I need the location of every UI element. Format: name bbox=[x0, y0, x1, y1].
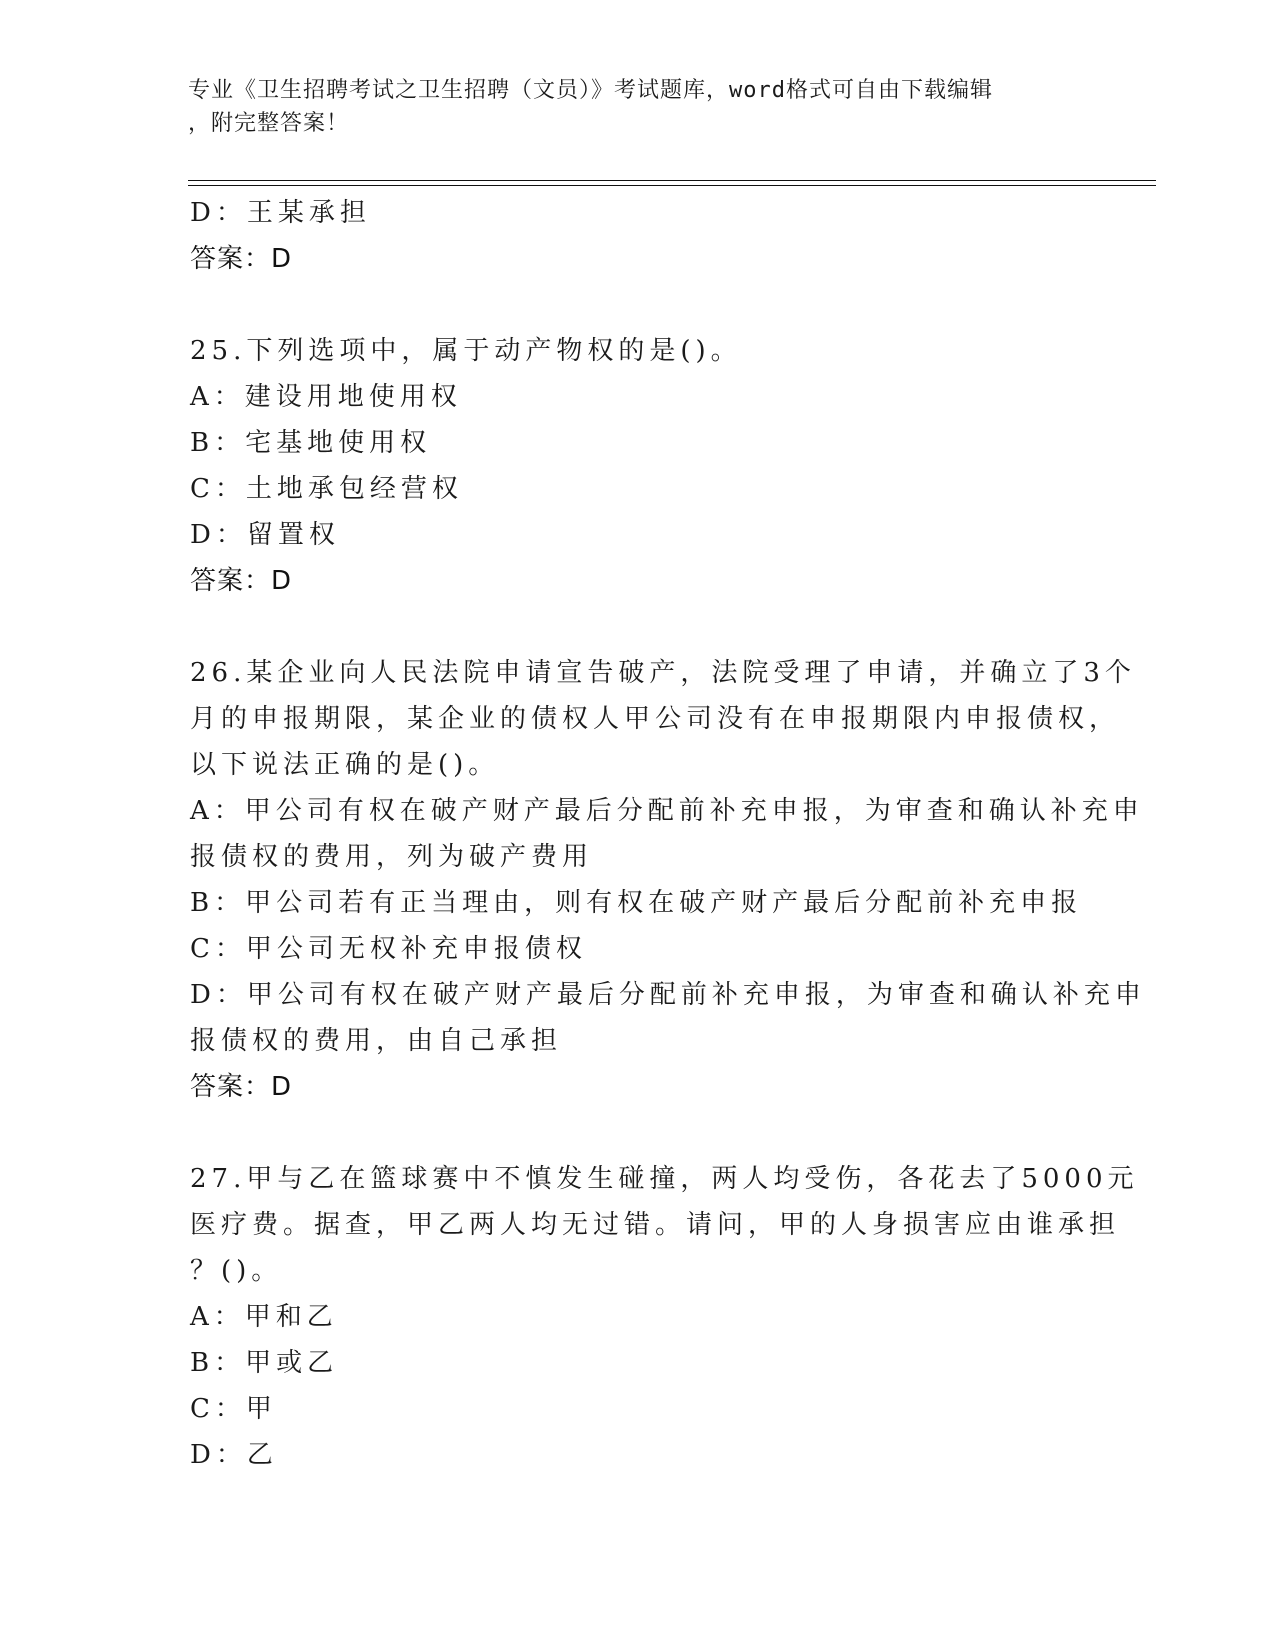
option-a-line-1: A：甲公司有权在破产财产最后分配前补充申报，为审查和确认补充申 bbox=[190, 796, 1144, 826]
option-b: B：宅基地使用权 bbox=[190, 428, 432, 458]
question-27 bbox=[190, 1156, 1139, 1478]
header-line-2: ，附完整答案！ bbox=[188, 111, 350, 136]
option-b: B：甲公司若有正当理由，则有权在破产财产最后分配前补充申报 bbox=[190, 888, 1083, 918]
prev-answer: 答案：D bbox=[190, 244, 293, 274]
option-d-line-1: D：甲公司有权在破产财产最后分配前补充申报，为审查和确认补充申 bbox=[190, 980, 1146, 1010]
spacer bbox=[190, 604, 1090, 650]
question-stem-line-1: 27.甲与乙在篮球赛中不慎发生碰撞，两人均受伤，各花去了5000元 bbox=[190, 1164, 1139, 1194]
header-divider-top bbox=[188, 180, 1156, 181]
option-c: C：甲 bbox=[190, 1394, 277, 1424]
spacer bbox=[190, 282, 1090, 328]
header-divider-bottom bbox=[188, 185, 1156, 186]
spacer bbox=[190, 1110, 1090, 1156]
question-stem-line-2: 月的申报期限，某企业的债权人甲公司没有在申报期限内申报债权， bbox=[190, 704, 1121, 734]
question-26 bbox=[190, 650, 1146, 1110]
prev-option-d: D：王某承担 bbox=[190, 198, 371, 228]
document-body bbox=[190, 190, 1146, 1478]
option-a: A：甲和乙 bbox=[190, 1302, 338, 1332]
question-25 bbox=[190, 328, 1090, 604]
option-a-line-2: 报债权的费用，列为破产费用 bbox=[190, 842, 594, 872]
option-c: C：甲公司无权补充申报债权 bbox=[190, 934, 587, 964]
document-header bbox=[188, 74, 1068, 140]
header-line-1: 专业《卫生招聘考试之卫生招聘（文员）》考试题库，word格式可自由下载编辑 bbox=[188, 78, 993, 103]
option-a: A：建设用地使用权 bbox=[190, 382, 462, 412]
option-d: D：留置权 bbox=[190, 520, 340, 550]
answer: 答案：D bbox=[190, 1072, 293, 1102]
option-c: C：土地承包经营权 bbox=[190, 474, 463, 504]
option-d-line-2: 报债权的费用，由自己承担 bbox=[190, 1026, 563, 1056]
option-b: B：甲或乙 bbox=[190, 1348, 339, 1378]
question-stem-line-1: 26.某企业向人民法院申请宣告破产，法院受理了申请，并确立了3个 bbox=[190, 658, 1136, 688]
answer: 答案：D bbox=[190, 566, 293, 596]
question-stem-line-3: 以下说法正确的是()。 bbox=[190, 750, 500, 780]
option-d: D：乙 bbox=[190, 1440, 278, 1470]
question-stem-line-2: 医疗费。据查，甲乙两人均无过错。请问，甲的人身损害应由谁承担 bbox=[190, 1210, 1121, 1240]
question-stem: 25.下列选项中，属于动产物权的是()。 bbox=[190, 336, 742, 366]
question-stem-line-3: ？()。 bbox=[190, 1256, 283, 1286]
